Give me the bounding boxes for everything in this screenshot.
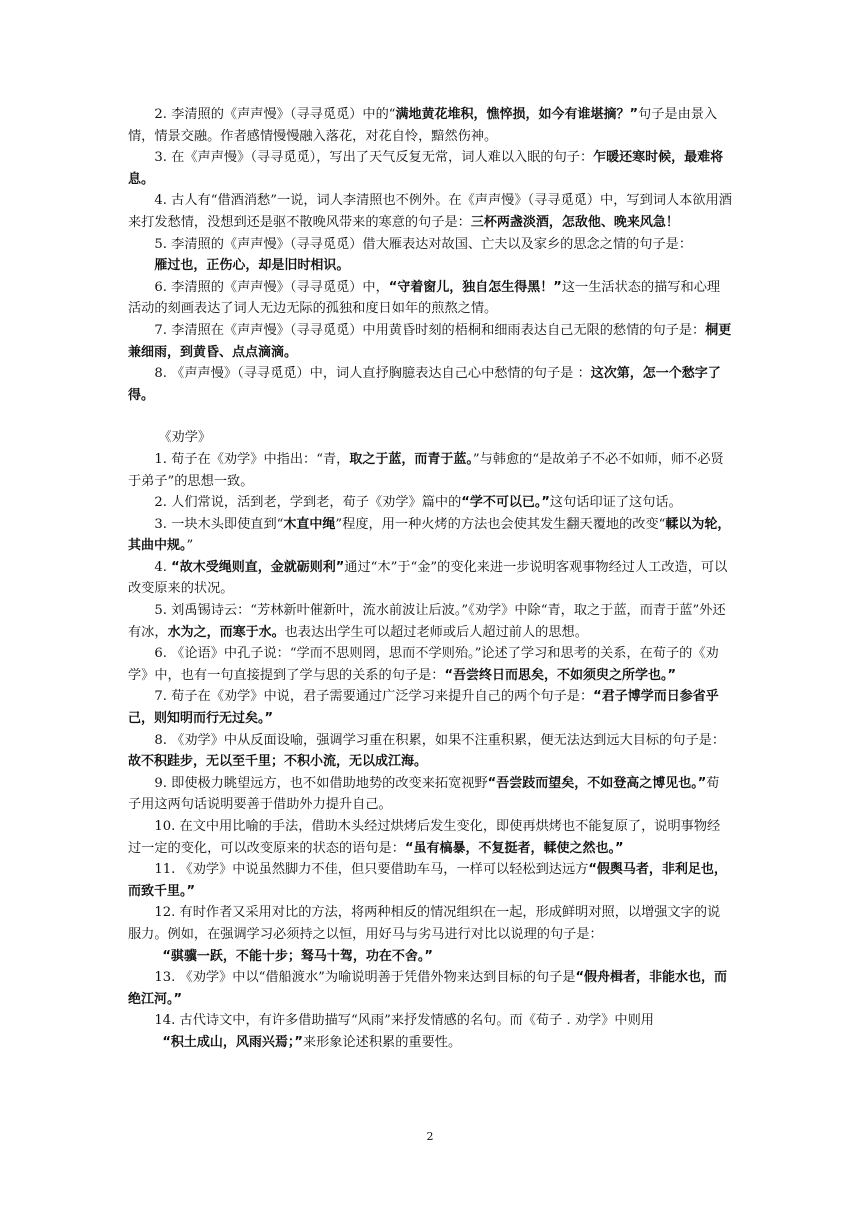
- item-quanxue-12-answer: [128, 946, 732, 968]
- question-text: 荀子用这两句话说明要善于借助外力提升自己。: [128, 775, 720, 813]
- answer-text: 雁过也，正伤心，却是旧时相识。: [154, 258, 350, 274]
- item-quanxue-1: [128, 449, 732, 492]
- section-title: 《劝学》: [158, 430, 212, 446]
- item-sheng-5: [128, 234, 732, 256]
- question-text: 4.: [154, 559, 172, 575]
- section-spacer: [128, 406, 732, 427]
- item-quanxue-9: [128, 773, 732, 816]
- item-quanxue-8: [128, 730, 732, 773]
- item-quanxue-5: [128, 600, 732, 643]
- question-text: 6. 《论语》中孔子说：“学而不思则罔，思而不学则殆。”论述了学习和思考的关系，在荀子的《劝学》中，也有一句直接提到了学与思的关系的句子是：: [128, 646, 719, 683]
- answer-text: “吾尝跂而望矣，不如登高之博见也。”: [487, 775, 707, 791]
- item-sheng-2: [128, 104, 732, 147]
- item-quanxue-4: [128, 557, 732, 600]
- item-quanxue-14: [128, 1010, 732, 1032]
- question-text: 8. 《劝学》中从反面设喻，强调学习重在积累，如果不注重积累，便无法达到远大目标的句子是：: [154, 732, 726, 748]
- item-quanxue-14-answer: [128, 1032, 732, 1054]
- question-text: 3. 一块木头即使直到“: [154, 516, 284, 532]
- question-text: 也表达出学生可以超过老师或后人超过前人的思想。: [284, 624, 588, 640]
- question-text: 来形象论述积累的重要性。: [302, 1034, 462, 1050]
- question-text: 13. 《劝学》中以“借船渡水”为喻说明善于凭借外物来达到目标的句子是: [154, 970, 576, 986]
- question-text: 2. 人们常说，活到老，学到老，荀子《劝学》篇中的: [154, 495, 462, 511]
- question-text: 12. 有时作者又采用对比的方法，将两种相反的情况组织在一起，形成鲜明对照，以增强文字的说服力。例如，在强调学习必须持之以恒，用好马与劣马进行对比以说理的句子是：: [128, 905, 721, 942]
- answer-text: 輮以为轮，其曲中规。: [128, 516, 731, 554]
- answer-text: “假舟楫者，非能水也，而绝江河。”: [128, 970, 728, 1007]
- question-text: ”: [186, 538, 194, 554]
- item-quanxue-7: [128, 686, 732, 729]
- question-text: 4. 古人有“借酒消愁”一说，词人李清照也不例外。在《声声慢》（寻寻觅觅）中，写到词人本欲用酒来打发愁情，没想到还是驱不散晚风带来的寒意的句子是：: [128, 193, 732, 230]
- item-sheng-7: [128, 320, 732, 363]
- question-text: ”程度，用一种火烤的方法也会使其发生翻天覆地的改变“: [335, 516, 666, 532]
- item-sheng-5-answer: [128, 255, 732, 277]
- answer-text: 桐更兼细雨，到黄昏、点点滴滴。: [128, 322, 732, 360]
- answer-text: 三杯两盏淡酒，怎敌他、晚来风急！: [470, 214, 679, 230]
- item-quanxue-11: [128, 859, 732, 902]
- answer-text: “假舆马者，非利足也，而致千里。”: [128, 862, 727, 899]
- answer-text: “学不可以已。”: [461, 495, 550, 511]
- question-text: 9. 即使极力眺望远方，也不如借助地势的改变来拓宽视野: [154, 775, 488, 791]
- question-text: 11. 《劝学》中说虽然脚力不佳，但只要借助车马，一样可以轻松到达远方: [154, 862, 589, 878]
- item-sheng-8: [128, 363, 732, 406]
- item-quanxue-3: [128, 514, 732, 557]
- answer-text: “君子博学而日参省乎己，则知明而行无过矣。”: [128, 689, 719, 727]
- question-text: 7. 李清照在《声声慢》（寻寻觅觅）中用黄昏时刻的梧桐和细雨表达自己无限的愁情的句子是：: [154, 322, 706, 338]
- answer-text: “故木受绳则直，金就砺则利”: [171, 559, 345, 575]
- question-text: 7. 荀子在《劝学》中说，君子需要通过广泛学习来提升自己的两个句子是：: [154, 689, 594, 705]
- question-text: 8. 《声声慢》（寻寻觅觅）中，词人直抒胸臆表达自己心中愁情的句子是 ：: [154, 366, 591, 382]
- document-body: [128, 104, 732, 1054]
- answer-text: 乍暖还寒时候，最难将息。: [128, 150, 724, 187]
- question-text: 2. 李清照的《声声慢》（寻寻觅觅）中的“: [154, 107, 396, 122]
- item-sheng-6: [128, 277, 732, 320]
- question-text: 1. 荀子在《劝学》中指出：“青，: [154, 451, 350, 467]
- question-text: 5. 刘禹锡诗云：“芳林新叶催新叶，流水前波让后波。”《劝学》中除“青，取之于蓝，而青于蓝”外还有冰，: [128, 603, 726, 640]
- answer-text: 这次第，怎一个愁字了得。: [128, 366, 721, 403]
- question-text: 这句话印证了这句话。: [549, 495, 682, 511]
- answer-text: “骐骥一跃，不能十步；驽马十驾，功在不舍。”: [162, 948, 433, 964]
- answer-text: “吾尝终日而思矣，不如须臾之所学也。”: [444, 667, 677, 683]
- answer-text: 木直中绳: [283, 516, 336, 532]
- question-text: 10. 在文中用比喻的手法，借助木头经过烘烤后发生变化，即使再烘烤也不能复原了，说明事物经过一定的变化，可以改变原来的状态的语句是：: [128, 819, 721, 856]
- answer-text: 满地黄花堆积，憔悴损，如今有谁堪摘？”: [395, 107, 639, 122]
- item-quanxue-12: [128, 902, 732, 945]
- question-text: 句子是由景入情，情景交融。作者感情慢慢融入落花，对花自怜，黯然伤神。: [128, 107, 718, 144]
- question-text: 通过“木”于“金”的变化来进一步说明客观事物经过人工改造，可以改变原来的状况。: [128, 559, 728, 597]
- item-sheng-3: [128, 147, 732, 190]
- question-text: 这一生活状态的描写和心理活动的刻画表达了词人无边无际的孤独和度日如年的煎熬之情。: [128, 279, 721, 317]
- item-quanxue-6: [128, 643, 732, 686]
- item-quanxue-13: [128, 967, 732, 1010]
- answer-text: 水为之，而寒于水。: [167, 624, 285, 640]
- item-quanxue-10: [128, 816, 732, 859]
- question-text: ”与韩愈的“是故弟子不必不如师，师不必贤于弟子”的思想一致。: [128, 451, 724, 489]
- question-text: 14. 古代诗文中，有许多借助描写“风雨”来抒发情感的名句。而《荀子 . 劝学》中则用: [154, 1013, 654, 1029]
- item-quanxue-2: [128, 492, 732, 514]
- question-text: 6. 李清照的《声声慢》（寻寻觅觅）中，: [154, 279, 389, 295]
- answer-text: 取之于蓝，而青于蓝。: [349, 451, 473, 467]
- answer-text: “积土成山，风雨兴焉；”: [162, 1034, 303, 1050]
- question-text: 3. 在《声声慢》（寻寻觅觅），写出了天气反复无常，词人难以入眠的句子：: [154, 150, 594, 166]
- question-text: 5. 李清照的《声声慢》（寻寻觅觅）借大雁表达对故国、亡夫以及家乡的思念之情的句子是：: [154, 236, 693, 252]
- item-sheng-4: [128, 190, 732, 233]
- page-number: 2: [426, 1130, 434, 1143]
- answer-text: “守着窗儿，独自怎生得黑！”: [388, 279, 562, 295]
- answer-text: 故不积跬步，无以至千里；不积小流，无以成江海。: [128, 754, 428, 770]
- answer-text: “虽有槁暴，不复挺者，輮使之然也。”: [404, 840, 624, 856]
